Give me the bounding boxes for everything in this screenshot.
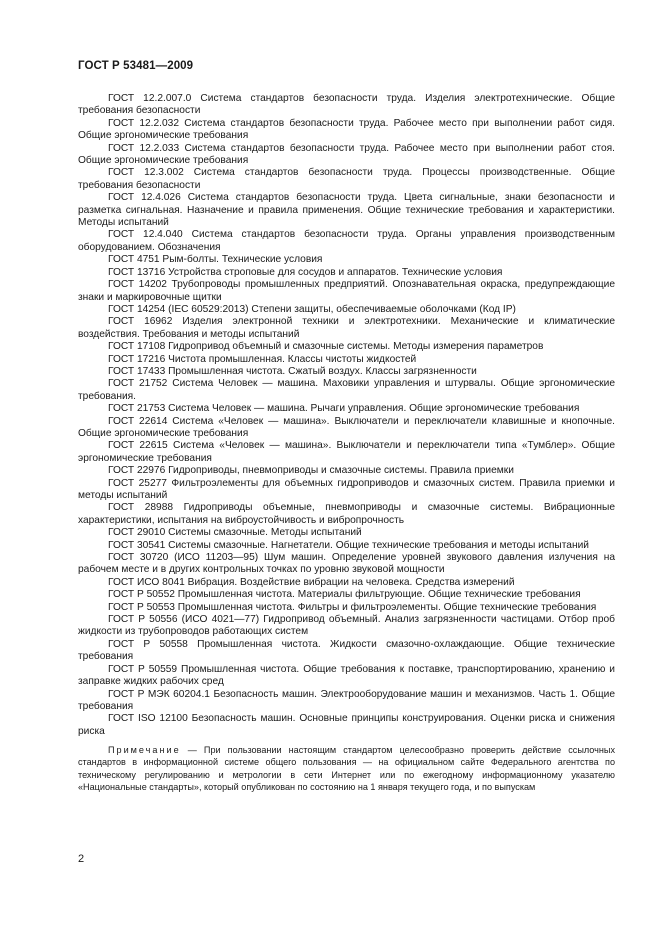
normative-references (78, 93, 615, 802)
reference-entry: ГОСТ 22976 Гидроприводы, пневмоприводы и смазочные системы. Правила приемки (108, 465, 514, 477)
reference-entry: ГОСТ 22615 Система «Человек — машина». Выключатели и переключатели типа «Тумблер». Общие эргономические требования (78, 440, 615, 464)
reference-entry: ГОСТ Р 50558 Промышленная чистота. Жидкости смазочно-охлаждающие. Общие технические требования (78, 638, 615, 663)
page-number: 2 (78, 853, 85, 865)
reference-entry: ГОСТ 30720 (ИСО 11203—95) Шум машин. Определение уровней звукового давления излучения на рабочем месте и в других контрольных точках по уровню звуковой мощности (78, 552, 615, 576)
reference-entry: ГОСТ 12.4.026 Система стандартов безопасности труда. Цвета сигнальные, знаки безопасности и разметка сигнальная. Назначение и правила применения. Общие технические требования и характеристики. Методы испытаний (78, 192, 615, 229)
reference-entry: ГОСТ 12.2.032 Система стандартов безопасности труда. Рабочее место при выполнении работ сидя. Общие эргономические требования (78, 117, 615, 142)
reference-entry: ГОСТ 21753 Система Человек — машина. Рычаги управления. Общие эргономические требования (108, 403, 580, 415)
reference-entry: ГОСТ 13716 Устройства строповые для сосудов и аппаратов. Технические условия (108, 266, 503, 278)
reference-entry: ГОСТ 14202 Трубопроводы промышленных предприятий. Опознавательная окраска, предупреждающие знаки и маркировочные щитки (78, 279, 615, 303)
reference-entry: ГОСТ 12.2.033 Система стандартов безопасности труда. Рабочее место при выполнении работ стоя. Общие эргономические требования (78, 142, 615, 167)
reference-entry: ГОСТ 30541 Системы смазочные. Нагнетатели. Общие технические требования и методы испытаний (108, 539, 589, 551)
reference-entry: ГОСТ Р МЭК 60204.1 Безопасность машин. Электрооборудование машин и механизмов. Часть 1. Общие требования (78, 688, 615, 712)
footnote (78, 744, 615, 793)
reference-entry: ГОСТ 12.3.002 Система стандартов безопасности труда. Процессы производственные. Общие требования безопасности (78, 167, 615, 191)
reference-entry: ГОСТ Р 50556 (ИСО 4021—77) Гидропривод объемный. Анализ загрязненности частицами. Отбор проб жидкости из трубопроводов работающих систем (78, 614, 615, 638)
reference-entry: ГОСТ 12.4.040 Система стандартов безопасности труда. Органы управления производственным оборудованием. Обозначения (78, 229, 615, 253)
reference-entry: ГОСТ 17433 Промышленная чистота. Сжатый воздух. Классы загрязненности (108, 365, 477, 377)
reference-entry: ГОСТ ISO 12100 Безопасность машин. Основные принципы конструирования. Оценки риска и снижения риска (78, 713, 615, 737)
reference-entry: ГОСТ 17108 Гидропривод объемный и смазочные системы. Методы измерения параметров (108, 341, 544, 353)
reference-entry: ГОСТ 25277 Фильтроэлементы для объемных гидроприводов и смазочных систем. Правила приемки и методы испытаний (78, 477, 615, 501)
reference-entry: ГОСТ Р 50552 Промышленная чистота. Материалы фильтрующие. Общие технические требования (108, 589, 581, 601)
reference-entry: ГОСТ 16962 Изделия электронной техники и электротехники. Механические и климатические воздействия. Требования и методы испытаний (78, 316, 615, 340)
reference-entry: ГОСТ 17216 Чистота промышленная. Классы чистоты жидкостей (108, 353, 417, 365)
note-label: Примечание (108, 745, 181, 756)
reference-entry: ГОСТ 22614 Система «Человек — машина». Выключатели и переключатели клавишные и кнопочные. Общие эргономические требования (78, 415, 615, 439)
reference-entry: ГОСТ ИСО 8041 Вибрация. Воздействие вибрации на человека. Средства измерений (108, 576, 515, 588)
note-text: — При пользовании настоящим стандартом целесообразно проверить действие ссылочных стандартов в информационной системе общего пользования — на официальном сайте Федерального агентства по техническому регулированию и метрологии в сети Интернет или по ежегодному информационному указателю «Национальные стандарты», который опубликован по состоянию на 1 января текущего года, и по выпускам (78, 745, 616, 792)
document-header: ГОСТ Р 53481—2009 (78, 60, 194, 72)
reference-entry: ГОСТ 29010 Системы смазочные. Методы испытаний (108, 527, 362, 539)
reference-entry: ГОСТ Р 50559 Промышленная чистота. Общие требования к поставке, транспортированию, хранению и заправке жидких рабочих сред (78, 663, 615, 688)
reference-entry: ГОСТ 12.2.007.0 Система стандартов безопасности труда. Изделия электротехнические. Общие требования безопасности (78, 93, 615, 117)
reference-entry: ГОСТ 28988 Гидроприводы объемные, пневмоприводы и смазочные системы. Вибрационные характеристики, испытания на виброустойчивость и вибропрочность (78, 502, 615, 526)
reference-entry: ГОСТ 21752 Система Человек — машина. Маховики управления и штурвалы. Общие эргономические требования. (78, 378, 615, 402)
reference-entry: ГОСТ 14254 (IEC 60529:2013) Степени защиты, обеспечиваемые оболочками (Код IP) (108, 303, 516, 315)
reference-entry: ГОСТ Р 50553 Промышленная чистота. Фильтры и фильтроэлементы. Общие технические требования (108, 601, 597, 613)
reference-entry: ГОСТ 4751 Рым-болты. Технические условия (108, 254, 323, 266)
